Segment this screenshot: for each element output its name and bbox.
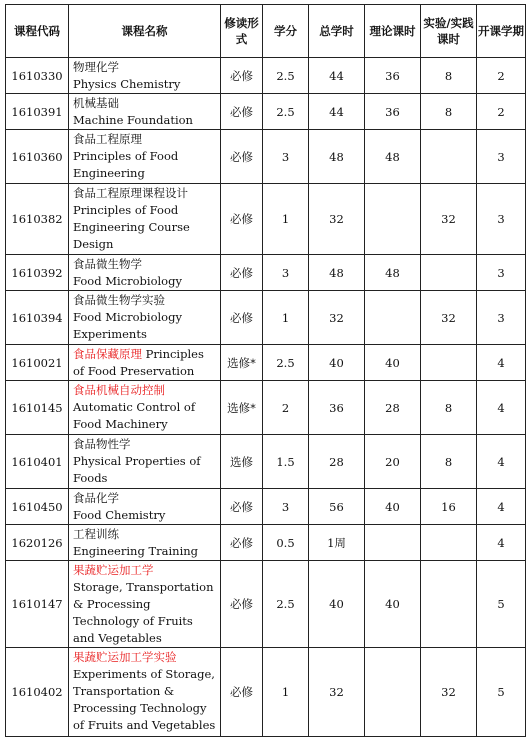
course-name-cn: 物理化学 bbox=[73, 60, 119, 74]
header-credit: 学分 bbox=[263, 5, 309, 58]
header-practice-hours: 实验/实践课时 bbox=[421, 5, 477, 58]
total-hours-cell: 1周 bbox=[309, 525, 365, 561]
credit-cell: 2.5 bbox=[263, 561, 309, 648]
term-cell: 4 bbox=[477, 489, 526, 525]
course-name-cell bbox=[69, 291, 221, 345]
study-type-cell: 选修 bbox=[221, 435, 263, 489]
table-row bbox=[6, 525, 526, 561]
term-cell: 5 bbox=[477, 648, 526, 737]
total-hours-cell: 28 bbox=[309, 435, 365, 489]
course-name-en: Food Microbiology Experiments bbox=[73, 310, 182, 341]
practice-hours-cell bbox=[421, 130, 477, 184]
practice-hours-cell: 8 bbox=[421, 58, 477, 94]
study-type-cell: 必修 bbox=[221, 130, 263, 184]
credit-cell: 2.5 bbox=[263, 345, 309, 381]
theory-hours-cell: 36 bbox=[365, 58, 421, 94]
practice-hours-cell bbox=[421, 525, 477, 561]
study-type-cell: 选修* bbox=[221, 345, 263, 381]
course-name-en: Automatic Control of Food Machinery bbox=[73, 400, 196, 431]
practice-hours-cell: 32 bbox=[421, 184, 477, 255]
practice-hours-cell: 8 bbox=[421, 435, 477, 489]
course-code-cell: 1610401 bbox=[6, 435, 69, 489]
table-row bbox=[6, 184, 526, 255]
total-hours-cell: 44 bbox=[309, 94, 365, 130]
header-study-type: 修读形式 bbox=[221, 5, 263, 58]
total-hours-cell: 32 bbox=[309, 184, 365, 255]
table-row bbox=[6, 58, 526, 94]
study-type-cell: 必修 bbox=[221, 648, 263, 737]
total-hours-cell: 32 bbox=[309, 291, 365, 345]
theory-hours-cell: 40 bbox=[365, 561, 421, 648]
table-row bbox=[6, 648, 526, 737]
theory-hours-cell: 48 bbox=[365, 255, 421, 291]
theory-hours-cell: 20 bbox=[365, 435, 421, 489]
course-code-cell: 1620126 bbox=[6, 525, 69, 561]
credit-cell: 3 bbox=[263, 255, 309, 291]
theory-hours-cell: 40 bbox=[365, 345, 421, 381]
course-name-cell bbox=[69, 58, 221, 94]
term-cell: 5 bbox=[477, 561, 526, 648]
course-name-en: Principles of Food Engineering bbox=[73, 149, 179, 180]
course-name-cell bbox=[69, 435, 221, 489]
course-name-cn: 食品物性学 bbox=[73, 437, 131, 451]
course-name-en: Machine Foundation bbox=[73, 113, 193, 127]
study-type-cell: 必修 bbox=[221, 94, 263, 130]
practice-hours-cell bbox=[421, 561, 477, 648]
course-name-en: Food Chemistry bbox=[73, 508, 166, 522]
credit-cell: 3 bbox=[263, 489, 309, 525]
theory-hours-cell bbox=[365, 525, 421, 561]
total-hours-cell: 40 bbox=[309, 345, 365, 381]
term-cell: 2 bbox=[477, 94, 526, 130]
course-name-cell bbox=[69, 94, 221, 130]
total-hours-cell: 48 bbox=[309, 130, 365, 184]
term-cell: 3 bbox=[477, 130, 526, 184]
study-type-cell: 必修 bbox=[221, 291, 263, 345]
practice-hours-cell: 8 bbox=[421, 94, 477, 130]
credit-cell: 3 bbox=[263, 130, 309, 184]
course-name-cn: 食品微生物学 bbox=[73, 257, 142, 271]
theory-hours-cell: 28 bbox=[365, 381, 421, 435]
credit-cell: 2.5 bbox=[263, 94, 309, 130]
term-cell: 4 bbox=[477, 381, 526, 435]
course-code-cell: 1610394 bbox=[6, 291, 69, 345]
practice-hours-cell: 32 bbox=[421, 291, 477, 345]
theory-hours-cell: 48 bbox=[365, 130, 421, 184]
course-name-en: Principles of Food Preservation bbox=[73, 347, 204, 378]
course-code-cell: 1610382 bbox=[6, 184, 69, 255]
course-name-cell bbox=[69, 489, 221, 525]
table-row bbox=[6, 130, 526, 184]
table-row bbox=[6, 291, 526, 345]
course-code-cell: 1610392 bbox=[6, 255, 69, 291]
total-hours-cell: 56 bbox=[309, 489, 365, 525]
practice-hours-cell: 16 bbox=[421, 489, 477, 525]
course-name-cn: 工程训练 bbox=[73, 527, 119, 541]
theory-hours-cell bbox=[365, 291, 421, 345]
header-course-code: 课程代码 bbox=[6, 5, 69, 58]
course-name-cn: 食品机械自动控制 bbox=[73, 383, 165, 397]
credit-cell: 1 bbox=[263, 648, 309, 737]
credit-cell: 1 bbox=[263, 291, 309, 345]
course-name-cell bbox=[69, 255, 221, 291]
header-term: 开课学期 bbox=[477, 5, 526, 58]
course-name-cell bbox=[69, 184, 221, 255]
course-name-cn: 食品微生物学实验 bbox=[73, 293, 165, 307]
credit-cell: 2.5 bbox=[263, 58, 309, 94]
term-cell: 4 bbox=[477, 345, 526, 381]
course-name-en: Storage, Transportation & Processing Technology of Fruits and Vegetables bbox=[73, 580, 214, 645]
term-cell: 3 bbox=[477, 291, 526, 345]
course-code-cell: 1610360 bbox=[6, 130, 69, 184]
term-cell: 3 bbox=[477, 184, 526, 255]
table-row bbox=[6, 561, 526, 648]
course-name-en: Physical Properties of Foods bbox=[73, 454, 201, 485]
table-row bbox=[6, 381, 526, 435]
total-hours-cell: 48 bbox=[309, 255, 365, 291]
course-name-en: Engineering Training bbox=[73, 544, 199, 558]
header-theory-hours: 理论课时 bbox=[365, 5, 421, 58]
course-name-cn: 食品工程原理课程设计 bbox=[73, 186, 188, 200]
credit-cell: 1.5 bbox=[263, 435, 309, 489]
course-name-cn: 果蔬贮运加工学实验 bbox=[73, 650, 177, 664]
practice-hours-cell bbox=[421, 255, 477, 291]
course-name-cn: 食品化学 bbox=[73, 491, 119, 505]
study-type-cell: 必修 bbox=[221, 489, 263, 525]
course-code-cell: 1610021 bbox=[6, 345, 69, 381]
theory-hours-cell: 36 bbox=[365, 94, 421, 130]
table-row bbox=[6, 489, 526, 525]
course-code-cell: 1610391 bbox=[6, 94, 69, 130]
total-hours-cell: 32 bbox=[309, 648, 365, 737]
total-hours-cell: 40 bbox=[309, 561, 365, 648]
course-name-cell bbox=[69, 381, 221, 435]
table-row bbox=[6, 94, 526, 130]
course-name-en: Experiments of Storage, Transportation & Processing Technology of Fruits and Vegetables bbox=[73, 667, 216, 732]
study-type-cell: 必修 bbox=[221, 561, 263, 648]
study-type-cell: 必修 bbox=[221, 525, 263, 561]
course-name-cn: 食品保藏原理 bbox=[73, 347, 142, 361]
study-type-cell: 必修 bbox=[221, 58, 263, 94]
term-cell: 3 bbox=[477, 255, 526, 291]
theory-hours-cell bbox=[365, 648, 421, 737]
course-code-cell: 1610147 bbox=[6, 561, 69, 648]
theory-hours-cell: 40 bbox=[365, 489, 421, 525]
practice-hours-cell: 8 bbox=[421, 381, 477, 435]
course-name-cn: 机械基础 bbox=[73, 96, 119, 110]
study-type-cell: 选修* bbox=[221, 381, 263, 435]
course-code-cell: 1610402 bbox=[6, 648, 69, 737]
study-type-cell: 必修 bbox=[221, 255, 263, 291]
practice-hours-cell bbox=[421, 345, 477, 381]
course-name-en: Food Microbiology bbox=[73, 274, 182, 288]
course-code-cell: 1610330 bbox=[6, 58, 69, 94]
table-row bbox=[6, 345, 526, 381]
table-row bbox=[6, 435, 526, 489]
course-name-cell bbox=[69, 561, 221, 648]
course-name-en: Physics Chemistry bbox=[73, 77, 181, 91]
term-cell: 2 bbox=[477, 58, 526, 94]
total-hours-cell: 44 bbox=[309, 58, 365, 94]
practice-hours-cell: 32 bbox=[421, 648, 477, 737]
course-name-en: Principles of Food Engineering Course Design bbox=[73, 203, 190, 251]
header-course-name: 课程名称 bbox=[69, 5, 221, 58]
course-name-cell bbox=[69, 648, 221, 737]
course-name-cell bbox=[69, 345, 221, 381]
course-name-cell bbox=[69, 525, 221, 561]
credit-cell: 0.5 bbox=[263, 525, 309, 561]
header-row bbox=[6, 5, 526, 58]
theory-hours-cell bbox=[365, 184, 421, 255]
total-hours-cell: 36 bbox=[309, 381, 365, 435]
credit-cell: 1 bbox=[263, 184, 309, 255]
header-total-hours: 总学时 bbox=[309, 5, 365, 58]
term-cell: 4 bbox=[477, 435, 526, 489]
study-type-cell: 必修 bbox=[221, 184, 263, 255]
credit-cell: 2 bbox=[263, 381, 309, 435]
course-name-cn: 果蔬贮运加工学 bbox=[73, 563, 154, 577]
course-name-cn: 食品工程原理 bbox=[73, 132, 142, 146]
term-cell: 4 bbox=[477, 525, 526, 561]
course-code-cell: 1610450 bbox=[6, 489, 69, 525]
table-row bbox=[6, 255, 526, 291]
course-name-cell bbox=[69, 130, 221, 184]
course-code-cell: 1610145 bbox=[6, 381, 69, 435]
course-table bbox=[5, 4, 526, 737]
